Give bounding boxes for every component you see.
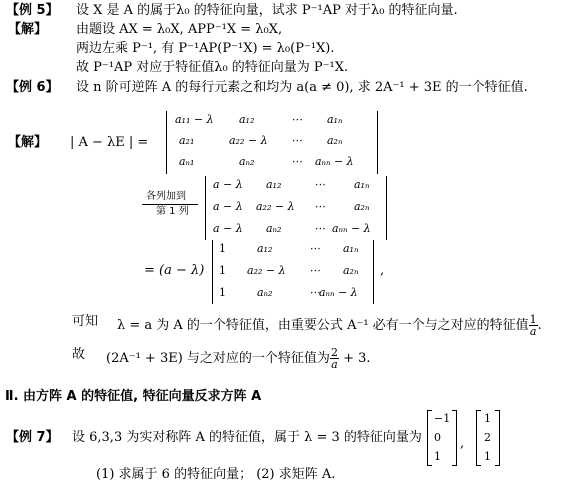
det1-cell: a₁₂: [239, 113, 255, 126]
determinant-1: [166, 111, 378, 174]
det3-cell: a₂ₙ: [343, 264, 359, 277]
det3-cell: ⋯: [309, 264, 320, 277]
det1-cell: aₙ₂: [239, 155, 255, 168]
det2-cell: a − λ: [213, 178, 243, 191]
conclusion-text: [106, 347, 371, 370]
det3-cell: aₙₙ − λ: [319, 286, 358, 299]
det3-cell: aₙ₂: [257, 286, 273, 299]
det1-cell: a₂₁: [179, 134, 195, 147]
fraction-two-over-a: [330, 347, 339, 370]
det3-cell: 1: [219, 242, 226, 255]
example-5-step-1: 由题设 AX = λ₀X, APP⁻¹X = λ₀X,: [76, 22, 283, 37]
det3-cell: ⋯: [309, 242, 320, 255]
det1-cell: a₂₂ − λ: [229, 134, 268, 147]
example-5-conclusion: 故 P⁻¹AP 对应于特征值λ₀ 的特征向量为 P⁻¹X.: [76, 60, 349, 75]
det3-cell: 1: [219, 264, 226, 277]
fraction-numerator: 1: [529, 313, 537, 326]
know-text: [117, 314, 542, 337]
det2-cell: aₙₙ − λ: [332, 222, 371, 235]
conclusion-body: (2A⁻¹ + 3E) 与之对应的一个特征值为: [106, 351, 330, 366]
example-7-tag: 【例 7】: [6, 430, 59, 445]
det2-cell: ⋯: [314, 222, 325, 235]
det1-cell: aₙ₁: [179, 155, 195, 168]
example-6-tag: 【例 6】: [6, 80, 59, 95]
eigenvector-1: [427, 410, 457, 466]
vector-entry: 0: [434, 431, 441, 444]
fraction-one-over-a: [529, 314, 538, 337]
det1-cell: ⋯: [291, 113, 302, 126]
example-5-problem: 设 X 是 A 的属于λ₀ 的特征向量，试求 P⁻¹AP 对于λ₀ 的特征向量.: [76, 3, 458, 18]
det2-cell: ⋯: [314, 200, 325, 213]
det-label: | A − λE | =: [70, 135, 149, 150]
example-7-problem: 设 6,3,3 为实对称阵 A 的特征值，属于 λ = 3 的特征向量为: [72, 430, 422, 445]
example-5-solution-tag: 【解】: [8, 22, 48, 37]
determinant-3: [212, 240, 374, 304]
fraction-denominator: a: [331, 358, 338, 371]
det3-cell: a₂₂ − λ: [247, 264, 286, 277]
det2-cell: a − λ: [213, 200, 243, 213]
fraction-denominator: a: [529, 325, 537, 338]
vector-entry: 1: [434, 450, 441, 463]
det1-cell: aₙₙ − λ: [315, 155, 354, 168]
det2-cell: a₂₂ − λ: [256, 200, 295, 213]
conclusion-label: 故: [72, 347, 86, 362]
section-2-title: Ⅱ. 由方阵 A 的特征值, 特征向量反求方阵 A: [5, 389, 262, 404]
det2-cell: a₁₂: [266, 178, 282, 191]
det1-cell: a₁ₙ: [327, 113, 343, 126]
det1-cell: ⋯: [291, 134, 302, 147]
know-body: λ = a 为 A 的一个特征值，由重要公式 A⁻¹ 必有一个与之对应的特征值: [117, 318, 529, 333]
vector-entry: −1: [434, 412, 451, 425]
det3-cell: ⋯: [309, 286, 320, 299]
det1-cell: a₁₁ − λ: [175, 113, 214, 126]
conclusion-end: + 3.: [343, 351, 371, 366]
eigenvector-2: [476, 410, 500, 466]
row-op-top: 各列加到: [146, 191, 186, 202]
vector-entry: 1: [484, 450, 491, 463]
equals-arrow-line: [142, 204, 198, 205]
det2-cell: aₙ₂: [266, 222, 282, 235]
det2-cell: ⋯: [314, 178, 325, 191]
vector-separator: ,: [460, 436, 465, 451]
det3-cell: a₁₂: [257, 242, 273, 255]
fraction-numerator: 2: [330, 346, 338, 359]
det1-cell: a₂ₙ: [327, 134, 343, 147]
vector-entry: 2: [484, 431, 491, 444]
det2-cell: a₂ₙ: [354, 200, 370, 213]
know-label: 可知: [72, 314, 99, 329]
example-5-tag: 【例 5】: [6, 3, 59, 18]
example-5-step-2: 两边左乘 P⁻¹, 有 P⁻¹AP(P⁻¹X) = λ₀(P⁻¹X).: [76, 41, 335, 56]
know-end: .: [537, 318, 542, 333]
det1-cell: ⋯: [291, 155, 302, 168]
det2-cell: a₁ₙ: [354, 178, 370, 191]
example-6-problem: 设 n 阶可逆阵 A 的每行元素之和均为 a(a ≠ 0), 求 2A⁻¹ + 3E 的一个特征值.: [76, 80, 528, 95]
determinant-2: [205, 176, 387, 240]
det3-cell: a₁ₙ: [343, 242, 359, 255]
det3-cell: 1: [219, 286, 226, 299]
det3-comma: ,: [380, 263, 385, 278]
example-7-questions: (1) 求属于 6 的特征向量； (2) 求矩阵 A.: [96, 467, 336, 482]
factor-label: = (a − λ): [144, 263, 205, 278]
example-6-solution-tag: 【解】: [8, 135, 48, 150]
vector-entry: 1: [484, 412, 491, 425]
row-op-bottom: 第 1 列: [156, 206, 189, 217]
det2-cell: a − λ: [213, 222, 243, 235]
